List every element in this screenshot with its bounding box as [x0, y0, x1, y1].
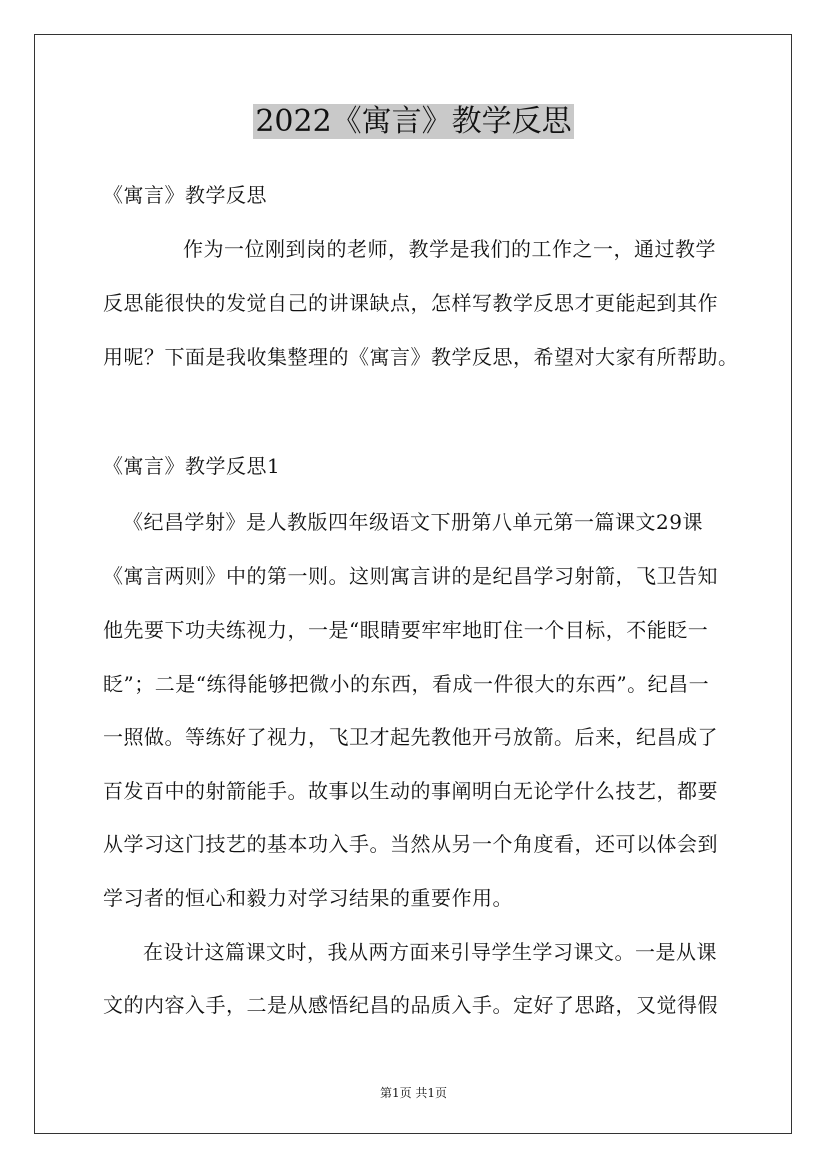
paragraph1-line-5: 一照做。等练好了视力，飞卫才起先教他开弓放箭。后来，纪昌成了	[103, 725, 718, 749]
paragraph1-line-7: 从学习这门技艺的基本功入手。当然从另一个角度看，还可以体会到	[103, 832, 718, 856]
paragraph1-line-8: 学习者的恒心和毅力对学习结果的重要作用。	[103, 886, 513, 910]
paragraph1-line-6: 百发百中的射箭能手。故事以生动的事阐明白无论学什么技艺，都要	[103, 779, 718, 803]
paragraph1-line-3: 他先要下功夫练视力，一是“眼睛要牢牢地盯住一个目标，不能眨一	[103, 618, 709, 642]
intro-line-1: 作为一位刚到岗的老师，教学是我们的工作之一，通过教学	[183, 237, 716, 261]
intro-line-3: 用呢？下面是我收集整理的《寓言》教学反思，希望对大家有所帮助。	[103, 345, 739, 369]
intro-line-2: 反思能很快的发觉自己的讲课缺点，怎样写教学反思才更能起到其作	[103, 291, 718, 315]
paragraph2-line-1: 在设计这篇课文时，我从两方面来引导学生学习课文。一是从课	[143, 940, 717, 964]
page-footer: 第1页 共1页	[379, 1086, 448, 1100]
paragraph2-line-2: 文的内容入手，二是从感悟纪昌的品质入手。定好了思路，又觉得假	[103, 993, 718, 1017]
document-title	[0, 100, 827, 144]
document-title-text: 2022《寓言》教学反思	[255, 104, 572, 139]
paragraph1-line-1: 《纪昌学射》是人教版四年级语文下册第八单元第一篇课文29课	[123, 510, 703, 534]
paragraph1-line-2: 《寓言两则》中的第一则。这则寓言讲的是纪昌学习射箭，飞卫告知	[103, 564, 718, 588]
paragraph1-line-4: 眨”；二是“练得能够把微小的东西，看成一件很大的东西”。纪昌一	[103, 672, 710, 696]
document-subtitle: 《寓言》教学反思	[103, 183, 267, 207]
section-heading: 《寓言》教学反思1	[103, 454, 281, 478]
